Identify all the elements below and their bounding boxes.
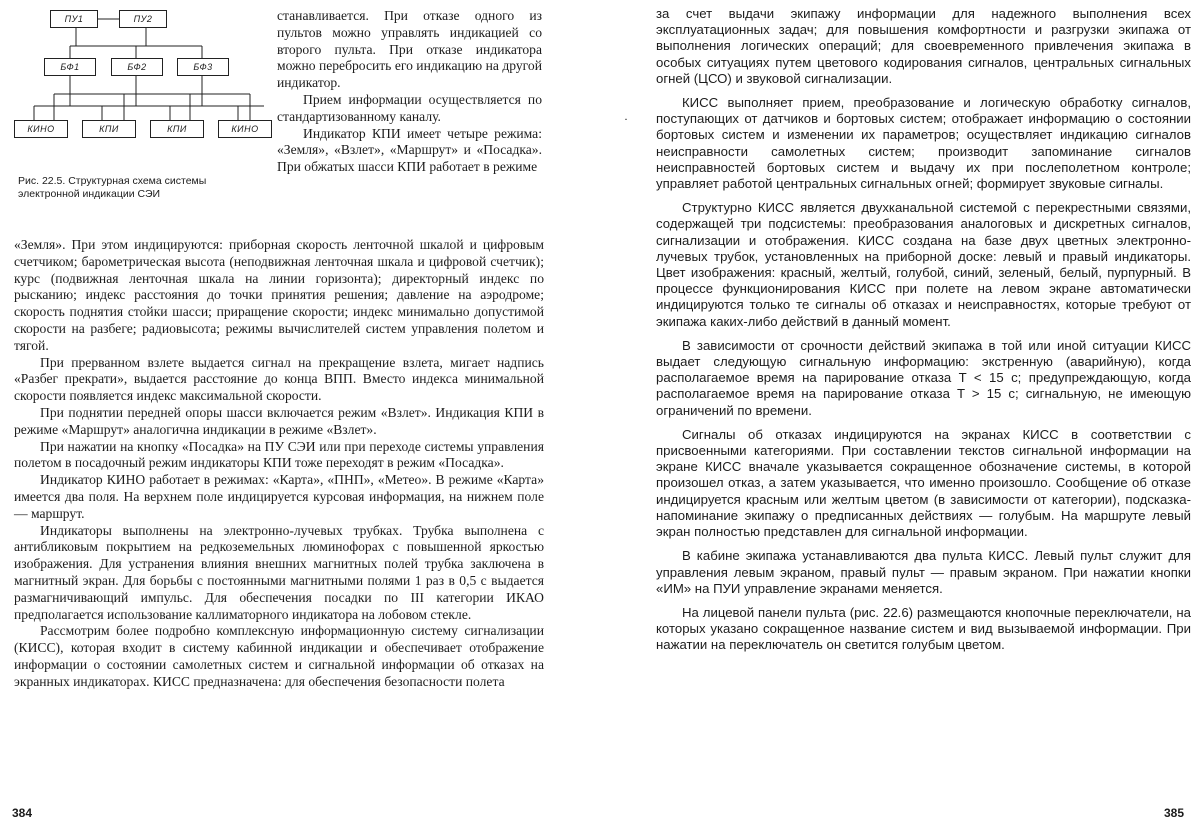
- figure-caption: Рис. 22.5. Структурная схема системы электронной индикации СЭИ: [18, 175, 268, 201]
- paragraph: Сигналы об отказах индицируются на экранах КИСС в соответствии с присвоенными категориями. При составлении текстов сигнальной информации на экране КИСС вначале указывается сокращенное обозначение системы, в которой произошел отказ, а затем указывается, что именно произошло. Сообщение об отказе индицируется красным или желтым цветом (в зависимости от категории), подсказка-напоминание экипажу о предписанных действиях — голубым. На маршруте левый экран полностью представлен для сигнальной информации.: [656, 427, 1191, 540]
- paragraph: В кабине экипажа устанавливаются два пульта КИСС. Левый пульт служит для управления левым экраном, правый пульт — правым экраном. При нажатии кнопки «ИМ» на ПУИ управление экранами меняется.: [656, 548, 1191, 597]
- paragraph: При нажатии на кнопку «Посадка» на ПУ СЭИ или при переходе системы управления полетом в посадочный режим индикаторы КПИ тоже переходят в режим «Посадка».: [14, 439, 544, 473]
- box-pu2: ПУ2: [119, 10, 167, 28]
- paragraph: станавливается. При отказе одного из пультов можно управлять индикацией со второго пульта. При отказе индикатора можно перебросить его индикацию на другой индикатор.: [277, 8, 542, 92]
- box-kino-1: КИНО: [14, 120, 68, 138]
- right-page-body: [656, 6, 1191, 654]
- paragraph: Прием информации осуществляется по стандартизованному каналу.: [277, 92, 542, 126]
- paragraph: Рассмотрим более подробно комплексную информационную систему сигнализации (КИСС), которая входит в систему кабинной индикации и обеспечивает отображение информации о состоянии самолетных систем и сигнальной информации об отказах на экранных индикаторах. КИСС предназначена: для обеспечения безопасности полета: [14, 623, 544, 690]
- box-kpi-2: КПИ: [150, 120, 204, 138]
- box-bf2: БФ2: [111, 58, 163, 76]
- block-diagram: [14, 6, 274, 156]
- paragraph: На лицевой панели пульта (рис. 22.6) размещаются кнопочные переключатели, на которых указано сокращенное название систем и вид вызываемой информации. При нажатии на переключатель он светится голубым цветом.: [656, 605, 1191, 654]
- box-kino-2: КИНО: [218, 120, 272, 138]
- paragraph: Индикаторы выполнены на электронно-лучевых трубках. Трубка выполнена с антибликовым покрытием на редкоземельных люминофорах с повышенной яркостью изображения. Для устранения влияния внешних магнитных полей трубка заключена в магнитный экран. Для борьбы с постоянными магнитными полями 1 раз в 0,5 с выдается размагничивающий импульс. Для обеспечения посадки по III категории ИКАО предполагается использование каллиматорного индикатора на лобовом стекле.: [14, 523, 544, 624]
- paragraph: Индикатор КПИ имеет четыре режима: «Земля», «Взлет», «Маршрут» и «Посадка». При обжатых шасси КПИ работает в режиме: [277, 126, 542, 176]
- paragraph: «Земля». При этом индицируются: приборная скорость ленточной шкалой и цифровым счетчиком; барометрическая высота (неподвижная ленточная шкала и цифровой счетчик); курс (подвижная ленточная шкала на линии горизонта); директорный индекс по рысканию; индекс расстояния до точки принятия решения; давление на аэродроме; скорость поднятия стойки шасси; приращение скорости; индекс минимально допустимой скорости на разбеге; радиовысота; режимы вычислителей систем управления полетом и тягой.: [14, 237, 544, 355]
- left-page-right-column: [277, 8, 542, 176]
- paragraph: При поднятии передней опоры шасси включается режим «Взлет». Индикация КПИ в режиме «Маршрут» аналогична индикации в режиме «Взлет».: [14, 405, 544, 439]
- paragraph: В зависимости от срочности действий экипажа в той или иной ситуации КИСС выдает следующую сигнальную информацию: экстренную (аварийную), когда располагаемое время на парирование отказа T < 15 с; предупреждающую, когда располагаемое время на парирование отказа T > 15 с; сигнальную, не имеющую ограничений по времени.: [656, 338, 1191, 419]
- margin-mark: ·: [624, 112, 628, 127]
- left-page-body: [14, 237, 544, 691]
- paragraph: Структурно КИСС является двухканальной системой с перекрестными связями, содержащей три подсистемы: преобразования аналоговых и дискретных сигналов, сигнализации и отображения. КИСС создана на базе двух цветных электронно-лучевых трубок, установленных на приборной доске: левый и правый индикаторы. Цвет изображения: красный, желтый, голубой, синий, зеленый, белый, пурпурный. В процессе функционирования КИСС при полете на левом экране автоматически индицируются только те сигналы об отказах и неисправностях, которые требуют от экипажа каких-либо действий в данный момент.: [656, 200, 1191, 330]
- paragraph: Индикатор КИНО работает в режимах: «Карта», «ПНП», «Метео». В режиме «Карта» имеется два поля. На верхнем поле индицируется курсовая информация, на нижнем поле — маршрут.: [14, 472, 544, 522]
- page-number: 384: [12, 806, 32, 820]
- right-page: [600, 0, 1200, 832]
- left-page: [0, 0, 585, 832]
- box-kpi-1: КПИ: [82, 120, 136, 138]
- page-number: 385: [1164, 806, 1184, 820]
- box-pu1: ПУ1: [50, 10, 98, 28]
- box-bf1: БФ1: [44, 58, 96, 76]
- paragraph: КИСС выполняет прием, преобразование и логическую обработку сигналов, поступающих от датчиков и бортовых систем; отображает информацию о состоянии бортовых систем и изменении их параметров; осуществляет индикацию сигналов неисправности самолетных систем; производит запоминание сигналов неисправностей бортовых систем и выдачу их при послеполетном контроле; управляет работой центральных сигнальных огней; формирует звуковые сигналы.: [656, 95, 1191, 192]
- paragraph: При прерванном взлете выдается сигнал на прекращение взлета, мигает надпись «Разбег прекрати», выдается расстояние до конца ВПП. Вместо индекса минимальной скорости появляется индекс максимальной скорости.: [14, 355, 544, 405]
- box-bf3: БФ3: [177, 58, 229, 76]
- paragraph: за счет выдачи экипажу информации для надежного выполнения всех эксплуатационных задач; для повышения комфортности и разгрузки экипажа от выполнения логических операций; для своевременного привлечения экипажа в особых ситуациях путем цветового кодирования сигналов, центральных сигнальных огней (ЦСО) и звуковой сигнализации.: [656, 6, 1191, 87]
